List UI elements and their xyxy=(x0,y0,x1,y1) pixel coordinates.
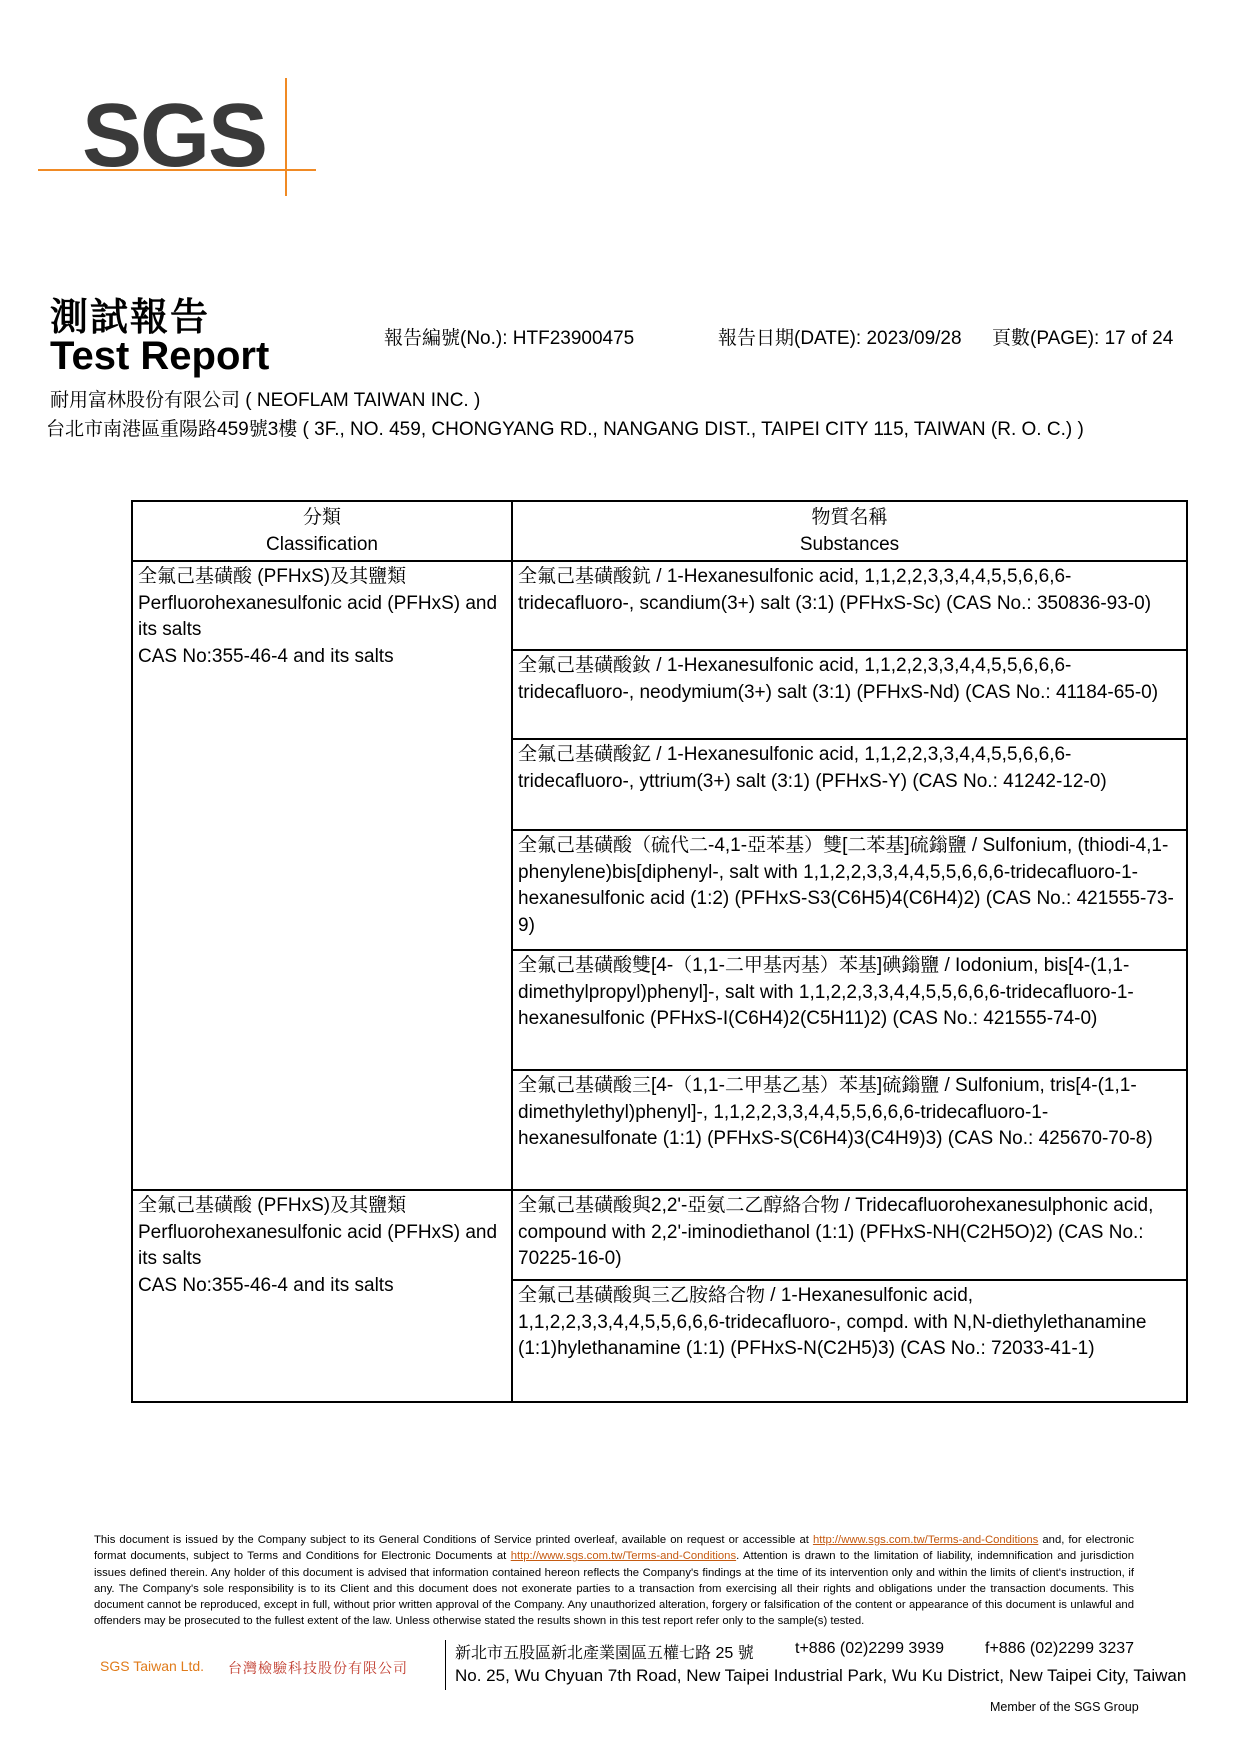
substance-cell: 全氟己基磺酸三[4-（1,1-二甲基乙基）苯基]硫鎓鹽 / Sulfonium, tris[4-(1,1-dimethylethyl)phenyl]-, 1,1,2,2,3,3,4,4,5,5,6,6,6-tridecafluoro-1-hexanesulfonate (1:1) (PFHxS-S(C6H4)3(C4H9)3) (CAS No.: 425670-70-8) xyxy=(512,1070,1187,1190)
footer-text-1: This document is issued by the Company subject to its General Conditions of Service printed overleaf, available on request or accessible at xyxy=(94,1534,813,1546)
substance-cell: 全氟己基磺酸雙[4-（1,1-二甲基丙基）苯基]碘鎓鹽 / Iodonium, bis[4-(1,1-dimethylpropyl)phenyl]-, salt with 1,1,2,2,3,3,4,4,5,5,6,6,6-tridecafluoro-1-hexanesulfonic (PFHxS-I(C6H4)2(C5H11)2) (CAS No.: 421555-74-0) xyxy=(512,950,1187,1070)
sgs-logo xyxy=(38,78,318,198)
svg-text:SGS: SGS xyxy=(82,86,267,186)
report-number: 報告編號(No.): HTF23900475 xyxy=(384,328,635,349)
substance-cell: 全氟己基磺酸（硫代二-4,1-亞苯基）雙[二苯基]硫鎓鹽 / Sulfonium, (thiodi-4,1-phenylene)bis[diphenyl-, salt with 1,1,2,2,3,3,4,4,5,5,6,6,6-tridecafluoro-1-hexanesulfonic acid (1:2) (PFHxS-S3(C6H5)4(C6H4)2) (CAS No.: 421555-73-9) xyxy=(512,830,1187,950)
table-row xyxy=(132,561,1187,650)
footer-text-2: and, for electronic format documents, subject to Terms and Conditions for Electronic Documents at xyxy=(94,1534,1134,1563)
classification-cell xyxy=(132,561,512,1190)
footer-address-zh: 新北市五股區新北產業園區五權七路 25 號 xyxy=(455,1645,754,1662)
classification-en: Perfluorohexanesulfonic acid (PFHxS) and its salts xyxy=(138,1221,498,1269)
footer-address-en: No. 25, Wu Chyuan 7th Road, New Taipei Industrial Park, Wu Ku District, New Taipei City, Taiwan xyxy=(455,1666,1187,1685)
table-header-row xyxy=(132,501,1187,561)
classification-cell xyxy=(132,1190,512,1402)
classification-zh: 全氟己基磺酸 (PFHxS)及其鹽類 xyxy=(138,566,407,587)
page-number: 頁數(PAGE): 17 of 24 xyxy=(992,328,1174,349)
client-name: 耐用富林股份有限公司 ( NEOFLAM TAIWAN INC. ) xyxy=(50,390,481,411)
substance-cell: 全氟己基磺酸與三乙胺絡合物 / 1-Hexanesulfonic acid, 1,1,2,2,3,3,4,4,5,5,6,6,6-tridecafluoro-, compd. with N,N-diethylethanamine (1:1)hylethanamine (1:1) (PFHxS-N(C2H5)3) (CAS No.: 72033-41-1) xyxy=(512,1280,1187,1402)
table-row xyxy=(132,1190,1187,1280)
classification-en: Perfluorohexanesulfonic acid (PFHxS) and its salts xyxy=(138,592,498,640)
title-en: Test Report xyxy=(50,334,270,378)
substance-table xyxy=(131,500,1188,1403)
substances-header-zh: 物質名稱 xyxy=(811,507,888,528)
substance-cell: 全氟己基磺酸與2,2'-亞氨二乙醇絡合物 / Tridecafluorohexanesulphonic acid, compound with 2,2'-iminodiethanol (1:1) (PFHxS-NH(C2H5O)2) (CAS No.: 70225-16-0) xyxy=(512,1190,1187,1280)
classification-header-en: Classification xyxy=(266,533,378,555)
terms-link[interactable]: http://www.sgs.com.tw/Terms-and-Conditions xyxy=(812,1534,1039,1546)
footer-company-zh: 台灣檢驗科技股份有限公司 xyxy=(228,1661,408,1677)
client-address: 台北市南港區重陽路459號3樓 ( 3F., NO. 459, CHONGYANG RD., NANGANG DIST., TAIPEI CITY 115, TAIWAN (R. O. C.) ) xyxy=(46,419,1084,440)
report-date: 報告日期(DATE): 2023/09/28 xyxy=(718,328,962,349)
footer-disclaimer xyxy=(94,1532,1134,1630)
footer-member: Member of the SGS Group xyxy=(990,1700,1139,1714)
substances-header xyxy=(512,501,1187,561)
substance-cell: 全氟己基磺酸釔 / 1-Hexanesulfonic acid, 1,1,2,2,3,3,4,4,5,5,6,6,6-tridecafluoro-, yttrium(3+) salt (3:1) (PFHxS-Y) (CAS No.: 41242-12-0) xyxy=(512,739,1187,830)
classification-cas: CAS No:355-46-4 and its salts xyxy=(138,645,394,667)
classification-header xyxy=(132,501,512,561)
title-zh: 測試報告 xyxy=(50,297,211,339)
substance-cell: 全氟己基磺酸鈧 / 1-Hexanesulfonic acid, 1,1,2,2,3,3,4,4,5,5,6,6,6-tridecafluoro-, scandium(3+) salt (3:1) (PFHxS-Sc) (CAS No.: 350836-93-0) xyxy=(512,561,1187,650)
footer-divider xyxy=(445,1640,446,1690)
electronic-terms-link[interactable]: http://www.sgs.com.tw/Terms-and-Conditions xyxy=(510,1550,737,1563)
footer-telephone: t+886 (02)2299 3939 xyxy=(795,1640,945,1657)
substances-header-en: Substances xyxy=(799,533,900,555)
classification-zh: 全氟己基磺酸 (PFHxS)及其鹽類 xyxy=(138,1195,407,1216)
footer-company-en: SGS Taiwan Ltd. xyxy=(100,1658,205,1674)
classification-header-zh: 分類 xyxy=(302,507,341,528)
classification-cas: CAS No:355-46-4 and its salts xyxy=(138,1274,394,1296)
footer-fax: f+886 (02)2299 3237 xyxy=(985,1640,1135,1657)
substance-cell: 全氟己基磺酸釹 / 1-Hexanesulfonic acid, 1,1,2,2,3,3,4,4,5,5,6,6,6-tridecafluoro-, neodymium(3+) salt (3:1) (PFHxS-Nd) (CAS No.: 41184-65-0) xyxy=(512,650,1187,739)
footer-text-3: . Attention is drawn to the limitation of liability, indemnification and jurisdiction issues defined therein. Any holder of this document is advised that information contained hereon reflects the Company's findings at the time of its intervention only and within the limits of client's instruction, if any. The Company's sole responsibility is to its Client and this document does not exonerate parties to a transaction from exercising all their rights and obligations under the transaction documents. This document cannot be reproduced, except in full, without prior written approval of the Company. Any unauthorized alteration, forgery or falsification of the content or appearance of this document is unlawful and offenders may be prosecuted to the fullest extent of the law. Unless otherwise stated the results shown in this test report refer only to the sample(s) tested. xyxy=(94,1550,1134,1628)
